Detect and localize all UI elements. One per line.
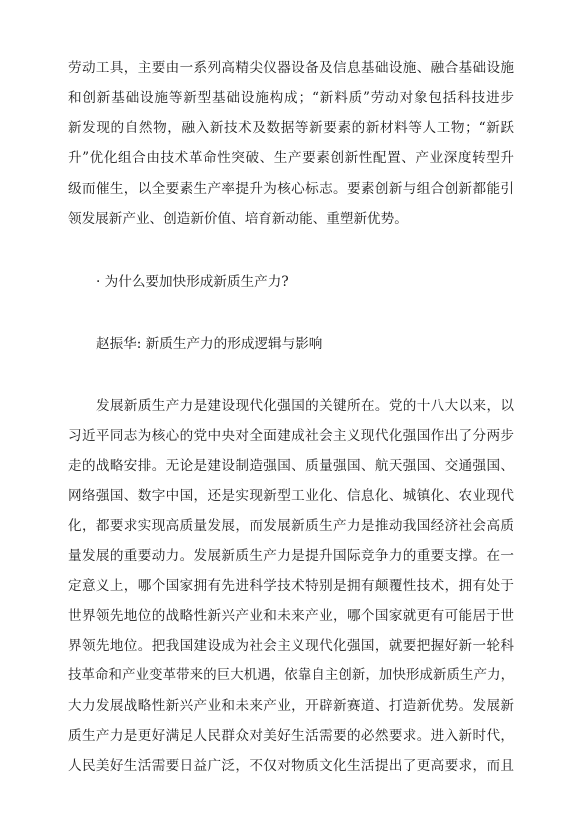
paragraph-2-line: 化，都要求实现高质量发展，而发展新质生产力是推动我国经济社会高质 — [68, 518, 514, 534]
paragraph-2-line: 发展新质生产力是建设现代化强国的关键所在。党的十八大以来，以 — [96, 398, 514, 414]
paragraph-1-line: 级而催生，以全要素生产率提升为核心标志。要素创新与组合创新都能引 — [68, 181, 514, 197]
paragraph-1-line: 领发展新产业、创造新价值、培育新动能、重塑新优势。 — [68, 211, 408, 227]
paragraph-1-line: 新发现的自然物，融入新技术及数据等新要素的新材料等人工物；“新跃 — [68, 120, 514, 136]
paragraph-1-line: 劳动工具，主要由一系列高精尖仪器设备及信息基础设施、融合基础设施 — [68, 60, 514, 76]
paragraph-2-line: 网络强国、数字中国，还是实现新型工业化、信息化、城镇化、农业现代 — [68, 488, 514, 504]
section-question-heading: · 为什么要加快形成新质生产力? — [96, 274, 289, 290]
paragraph-2-line: 世界领先地位的战略性新兴产业和未来产业，哪个国家就更有可能居于世 — [68, 608, 514, 624]
paragraph-2-line: 界领先地位。把我国建设成为社会主义现代化强国，就要把握好新一轮科 — [68, 638, 514, 654]
paragraph-1-line: 和创新基础设施等新型基础设施构成；“新料质”劳动对象包括科技进步 — [68, 90, 514, 106]
paragraph-2-line: 走的战略安排。无论是建设制造强国、质量强国、航天强国、交通强国、 — [68, 458, 514, 474]
paragraph-2-line: 定意义上，哪个国家拥有先进科学技术特别是拥有颠覆性技术，拥有处于 — [68, 578, 514, 594]
paragraph-2-line: 量发展的重要动力。发展新质生产力是提升国际竞争力的重要支撑。在一 — [68, 548, 514, 564]
paragraph-2-line: 质生产力是更好满足人民群众对美好生活需要的必然要求。进入新时代， — [68, 728, 514, 744]
paragraph-2-line: 习近平同志为核心的党中央对全面建成社会主义现代化强国作出了分两步 — [68, 428, 514, 444]
article-title: 赵振华: 新质生产力的形成逻辑与影响 — [96, 336, 323, 352]
paragraph-1-line: 升”优化组合由技术革命性突破、生产要素创新性配置、产业深度转型升 — [68, 150, 514, 166]
paragraph-2-line: 大力发展战略性新兴产业和未来产业，开辟新赛道、打造新优势。发展新 — [68, 698, 514, 714]
paragraph-2-line: 人民美好生活需要日益广泛，不仅对物质文化生活提出了更高要求，而且 — [68, 758, 514, 774]
paragraph-2-line: 技革命和产业变革带来的巨大机遇，依靠自主创新，加快形成新质生产力， — [68, 668, 514, 683]
